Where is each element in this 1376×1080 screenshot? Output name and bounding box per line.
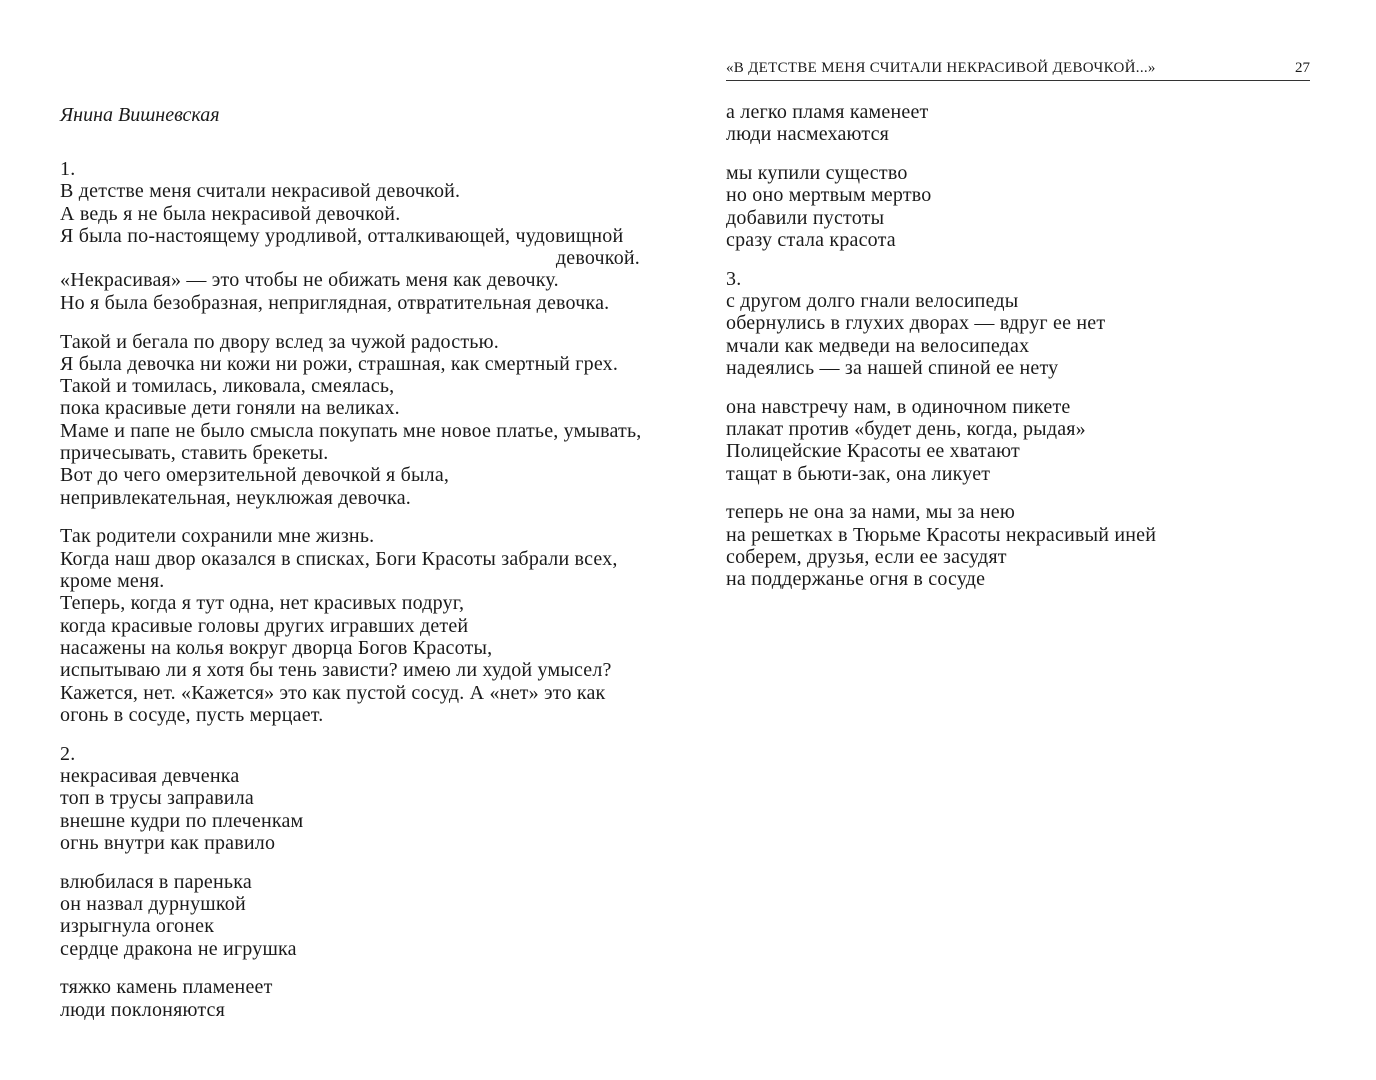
verse-line: кроме меня.: [60, 570, 165, 593]
verse-line: влюбилася в паренька: [60, 870, 252, 893]
verse-line: тяжко камень пламенеет: [60, 976, 273, 999]
verse-line: девочкой.: [555, 247, 640, 270]
verse-line: когда красивые головы других игравших детей: [60, 614, 469, 637]
running-title: «В ДЕТСТВЕ МЕНЯ СЧИТАЛИ НЕКРАСИВОЙ ДЕВОЧКОЙ...»: [726, 60, 1156, 76]
verse-line: «Некрасивая» — это чтобы не обижать меня как девочку.: [60, 269, 559, 292]
verse-line: сразу стала красота: [726, 228, 896, 251]
verse-line: В детстве меня считали некрасивой девочкой.: [60, 180, 461, 203]
verse-line: огнь внутри как правило: [60, 831, 276, 854]
verse-line: топ в трусы заправила: [60, 787, 254, 810]
verse-line: обернулись в глухих дворах — вдруг ее нет: [726, 312, 1106, 335]
verse-line: Кажется, нет. «Кажется» это как пустой сосуд. А «нет» это как: [60, 681, 606, 704]
stanza: [726, 101, 1326, 146]
stanza: [726, 396, 1326, 485]
stanza: [60, 331, 640, 509]
verse-line: но оно мертвым мертво: [726, 184, 932, 207]
stanza: [60, 743, 640, 854]
verse-line: 1.: [60, 158, 76, 180]
verse-line: тащат в бьюти-зак, она ликует: [726, 462, 991, 485]
verse-line: пока красивые дети гоняли на великах.: [60, 397, 400, 420]
verse-line: люди поклоняются: [60, 998, 226, 1021]
verse-line: Полицейские Красоты ее хватают: [726, 440, 1020, 463]
verse-line: Когда наш двор оказался в списках, Боги Красоты забрали всех,: [60, 547, 618, 570]
verse-line: Такой и томилась, ликовала, смеялась,: [60, 375, 395, 398]
running-header: [726, 60, 1310, 81]
verse-line: Маме и папе не было смысла покупать мне новое платье, умывать,: [60, 419, 642, 442]
stanza: [60, 158, 640, 314]
verse-line: Но я была безобразная, неприглядная, отвратительная девочка.: [60, 291, 610, 314]
verse-line: Я была девочка ни кожи ни рожи, страшная, как смертный грех.: [60, 352, 619, 375]
verse-line: добавили пустоты: [726, 206, 885, 229]
verse-line: с другом долго гнали велосипеды: [726, 290, 1019, 313]
stanza: [60, 871, 640, 960]
verse-line: причесывать, ставить брекеты.: [60, 442, 329, 465]
verse-line: люди насмехаются: [726, 123, 890, 146]
stanza: [60, 976, 640, 1021]
verse-line: внешне кудри по плеченкам: [60, 809, 304, 832]
verse-line: Так родители сохранили мне жизнь.: [60, 525, 375, 548]
verse-line: мы купили существо: [726, 162, 908, 185]
verse-line: на поддержанье огня в сосуде: [726, 568, 986, 591]
verse-line: Вот до чего омерзительной девочкой я была,: [60, 464, 450, 487]
verse-line: надеялись — за нашей спиной ее нету: [726, 356, 1059, 379]
page-number: 27: [1295, 60, 1310, 76]
verse-line: А ведь я не была некрасивой девочкой.: [60, 202, 401, 225]
verse-line: Теперь, когда я тут одна, нет красивых подруг,: [60, 592, 465, 615]
verse-line: мчали как медведи на велосипедах: [726, 334, 1030, 357]
verse-line: изрыгнула огонек: [60, 915, 215, 938]
stanza: [726, 501, 1326, 590]
verse-line: плакат против «будет день, когда, рыдая»: [726, 418, 1086, 441]
verse-line: 3.: [726, 267, 742, 290]
author-name: Янина Вишневская: [60, 104, 220, 126]
right-page-text: [726, 101, 1326, 607]
verse-line: Такой и бегала по двору вслед за чужой радостью.: [60, 330, 499, 353]
left-page-text: [60, 158, 640, 1037]
verse-line: она навстречу нам, в одиночном пикете: [726, 395, 1071, 418]
stanza: [60, 525, 640, 726]
verse-line: испытываю ли я хотя бы тень зависти? имею ли худой умысел?: [60, 659, 612, 682]
verse-line: непривлекательная, неуклюжая девочка.: [60, 486, 412, 509]
verse-line: некрасивая девченка: [60, 764, 240, 787]
verse-line: 2.: [60, 742, 76, 765]
stanza: [726, 162, 1326, 251]
verse-line: Я была по-настоящему уродливой, отталкивающей, чудовищной: [60, 224, 624, 247]
verse-line: он назвал дурнушкой: [60, 892, 246, 915]
verse-line: насажены на колья вокруг дворца Богов Красоты,: [60, 636, 493, 659]
verse-line: сердце дракона не игрушка: [60, 937, 297, 960]
verse-line: а легко пламя каменеет: [726, 101, 929, 123]
verse-line: огонь в сосуде, пусть мерцает.: [60, 703, 324, 726]
verse-line: теперь не она за нами, мы за нею: [726, 501, 1015, 524]
verse-line: на решетках в Тюрьме Красоты некрасивый иней: [726, 523, 1157, 546]
stanza: [726, 268, 1326, 379]
verse-line: соберем, друзья, если ее засудят: [726, 546, 1007, 569]
